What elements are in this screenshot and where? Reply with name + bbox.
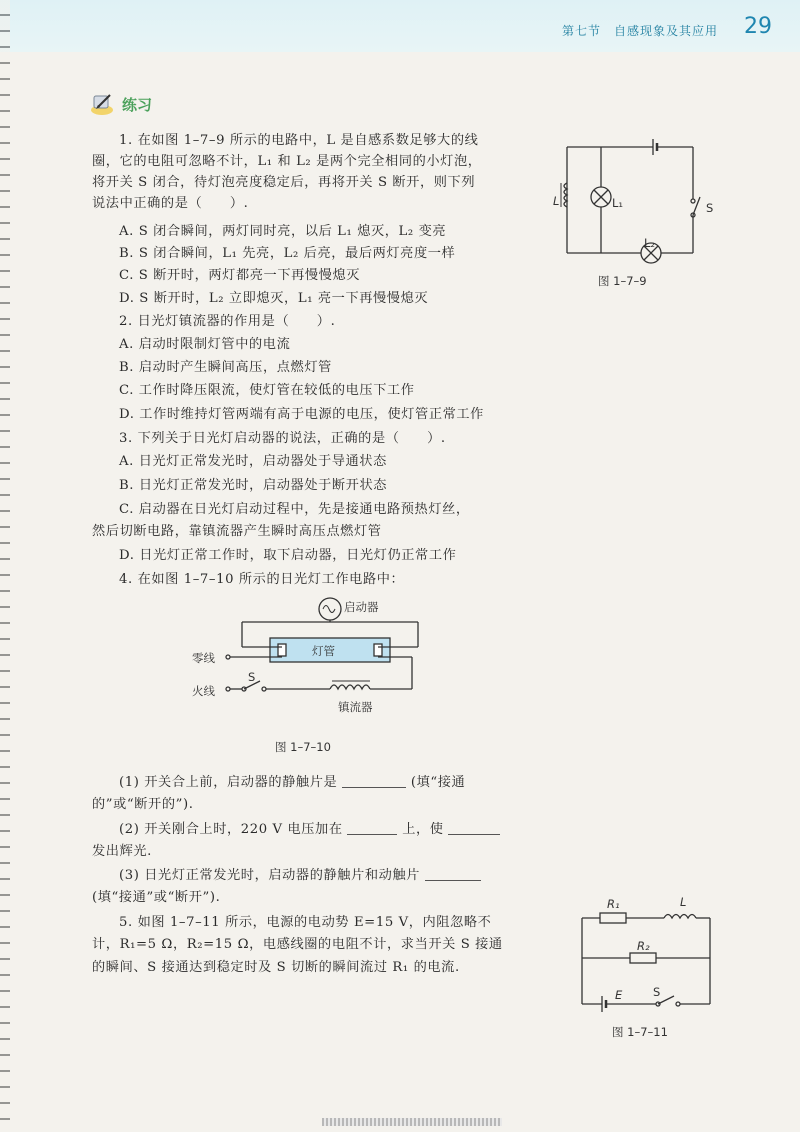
exercise-heading-label: 练习 [122, 95, 153, 114]
fig1710-label-ballast: 镇流器 [338, 700, 373, 714]
q1-line-4: 说法中正确的是（ ）. [92, 196, 249, 211]
q1-option-a: A. S 闭合瞬间，两灯同时亮，以后 L₁ 熄灭，L₂ 变亮 [119, 224, 447, 239]
page-number: 29 [744, 14, 772, 39]
fig1711-label-R1: R₁ [607, 897, 620, 911]
q4-sub2-text: (2) 开关刚合上时，220 V 电压加在 [119, 822, 343, 837]
q4-sub2-mid: 上，使 [402, 822, 444, 837]
fig1710-label-neutral: 零线 [192, 651, 215, 665]
q4-stem: 4. 在如图 1–7–10 所示的日光灯工作电路中： [119, 572, 405, 587]
q4-sub1-hint: (填“接通 [410, 775, 466, 790]
q3-option-d: D. 日光灯正常工作时，取下启动器，日光灯仍正常工作 [119, 548, 457, 563]
q1-line-2: 圈，它的电阻可忽略不计，L₁ 和 L₂ 是两个完全相同的小灯泡， [92, 154, 482, 169]
fig1710-label-S: S [248, 670, 256, 684]
q3-option-a: A. 日光灯正常发光时，启动器处于导通状态 [119, 454, 387, 469]
fig179-label-L1: L₁ [612, 196, 624, 210]
fig1710-caption: 图 1–7–10 [275, 740, 331, 754]
q1-option-d: D. S 断开时，L₂ 立即熄灭，L₁ 亮一下再慢慢熄灭 [119, 291, 429, 306]
q4-sub1-blank [342, 773, 406, 788]
q4-sub2-cont: 发出辉光. [92, 844, 152, 859]
q3-stem: 3. 下列关于日光灯启动器的说法，正确的是（ ）. [119, 431, 446, 446]
fig179-label-S: S [706, 201, 714, 215]
q5-line-2: 计，R₁=5 Ω，R₂=15 Ω，电感线圈的电阻不计，求当开关 S 接通 [92, 937, 503, 952]
q5-line-3: 的瞬间、S 接通达到稳定时及 S 切断的瞬间流过 R₁ 的电流. [92, 960, 460, 975]
q1-option-b: B. S 闭合瞬间，L₁ 先亮，L₂ 后亮，最后两灯亮度一样 [119, 246, 456, 261]
q2-option-b: B. 启动时产生瞬间高压，点燃灯管 [119, 360, 332, 375]
q2-option-a: A. 启动时限制灯管中的电流 [119, 337, 291, 352]
q2-option-d: D. 工作时维持灯管两端有高于电源的电压，使灯管正常工作 [119, 407, 484, 422]
q2-option-c: C. 工作时降压限流，使灯管在较低的电压下工作 [119, 383, 415, 398]
q4-sub2-blank-2 [448, 820, 500, 835]
fig1711-caption: 图 1–7–11 [612, 1025, 668, 1039]
fig1711-label-E: E [615, 988, 623, 1002]
fig1710-label-tube: 灯管 [312, 644, 335, 658]
q1-line-1: 1. 在如图 1–7–9 所示的电路中，L 是自感系数足够大的线 [119, 133, 479, 148]
q4-sub2-blank-1 [347, 820, 397, 835]
binding-edge [0, 0, 10, 1132]
q2-stem: 2. 日光灯镇流器的作用是（ ）. [119, 314, 336, 329]
q3-option-c-cont: 然后切断电路，靠镇流器产生瞬时高压点燃灯管 [92, 524, 382, 539]
pen-icon [90, 92, 116, 116]
q4-sub1-cont: 的”或“断开的”). [92, 797, 194, 812]
q1-option-c: C. S 断开时，两灯都亮一下再慢慢熄灭 [119, 268, 361, 283]
fig1710-label-live: 火线 [192, 684, 215, 698]
footer-scan-bar [322, 1118, 502, 1126]
fig179-label-L2: L₂ [644, 236, 656, 250]
fig1710-label-starter: 启动器 [344, 600, 379, 614]
fig1711-label-L: L [680, 895, 687, 909]
q4-sub3 [119, 866, 481, 887]
q4-sub2 [119, 820, 500, 841]
q5-line-1: 5. 如图 1–7–11 所示，电源的电动势 E=15 V，内阻忽略不 [119, 915, 492, 930]
q4-sub1-text: (1) 开关合上前，启动器的静触片是 [119, 775, 338, 790]
fig1711-label-S: S [653, 985, 661, 999]
q4-sub1 [119, 773, 465, 794]
q4-sub3-blank [425, 866, 481, 881]
exercise-heading [90, 92, 152, 116]
q3-option-c: C. 启动器在日光灯启动过程中，先是接通电路预热灯丝， [119, 502, 470, 517]
q4-sub3-cont: (填“接通”或“断开”). [92, 890, 221, 905]
q4-sub3-text: (3) 日光灯正常发光时，启动器的静触片和动触片 [119, 868, 421, 883]
figure-1-7-11 [572, 898, 722, 1013]
fig179-caption: 图 1–7–9 [598, 274, 647, 288]
fig179-label-L: L [553, 194, 560, 208]
figure-1-7-9 [545, 135, 715, 295]
q3-option-b: B. 日光灯正常发光时，启动器处于断开状态 [119, 478, 388, 493]
header-section-title: 第七节 自感现象及其应用 [561, 24, 718, 38]
q1-line-3: 将开关 S 闭合，待灯泡亮度稳定后，再将开关 S 断开，则下列 [92, 175, 476, 190]
fig1711-label-R2: R₂ [637, 939, 650, 953]
